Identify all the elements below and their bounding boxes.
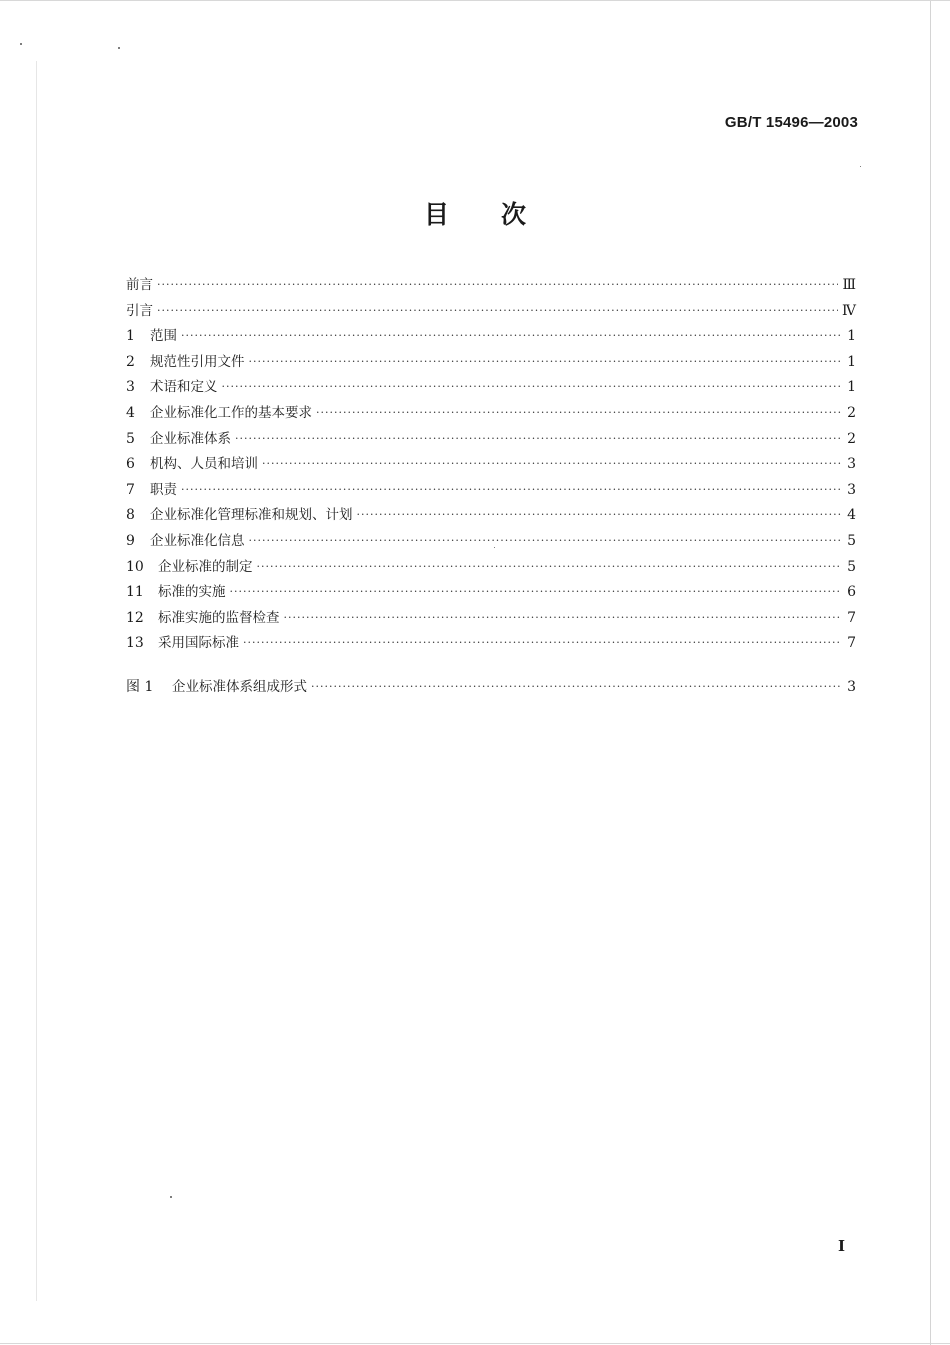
toc-entry-number: 6 xyxy=(126,456,135,473)
scan-edge-left xyxy=(36,61,37,1301)
toc-entry-page: 5 xyxy=(847,558,856,575)
toc-leader-dots xyxy=(284,605,843,631)
title-char-1: 目 xyxy=(423,200,449,229)
toc-entry-label: 企业标准化信息 xyxy=(150,532,245,549)
toc-entry-page: 7 xyxy=(847,609,856,626)
toc-entry-3[interactable] xyxy=(126,375,856,401)
toc-leader-dots xyxy=(181,323,842,349)
toc-entry-label: 职责 xyxy=(150,481,177,498)
toc-entry-number: 12 xyxy=(126,609,144,626)
toc-entry-number: 2 xyxy=(126,353,135,370)
toc-entry-page: Ⅳ xyxy=(842,302,856,319)
toc-entry-label: 前言 xyxy=(126,277,153,293)
toc-leader-dots xyxy=(316,400,842,426)
toc-entry-1[interactable] xyxy=(126,324,856,350)
toc-entry-page: 4 xyxy=(847,507,856,524)
toc-entry-figure-1[interactable] xyxy=(126,675,856,701)
toc-entry-label: 企业标准的制定 xyxy=(158,558,253,575)
toc-entry-page: 3 xyxy=(847,456,856,473)
toc-figure-number: 图 1 xyxy=(126,678,154,695)
toc-entry-9[interactable] xyxy=(126,529,856,555)
toc-section-gap xyxy=(126,657,856,675)
toc-entry-12[interactable] xyxy=(126,606,856,632)
toc-entry-label: 规范性引用文件 xyxy=(150,353,245,370)
toc-leader-dots xyxy=(181,477,842,503)
toc-leader-dots xyxy=(222,374,843,400)
toc-figure-label: 企业标准体系组成形式 xyxy=(172,678,307,695)
toc-entry-number: 4 xyxy=(126,404,135,421)
toc-leader-dots xyxy=(262,451,842,477)
toc-entry-4[interactable] xyxy=(126,401,856,427)
toc-entry-label: 企业标准体系 xyxy=(150,430,231,447)
toc-entry-label: 标准的实施 xyxy=(158,584,226,601)
toc-entry-number: 10 xyxy=(126,558,144,575)
scan-speck xyxy=(860,166,861,167)
toc-entry-page: 2 xyxy=(847,430,856,447)
toc-entry-number: 5 xyxy=(126,430,135,447)
toc-entry-number: 11 xyxy=(126,584,144,601)
toc-entry-5[interactable] xyxy=(126,427,856,453)
toc-entry-label: 标准实施的监督检查 xyxy=(158,609,280,626)
toc-entry-page: 1 xyxy=(847,353,856,370)
page-title xyxy=(0,195,950,231)
toc-entry-13[interactable] xyxy=(126,631,856,657)
toc-entry-page: 1 xyxy=(847,379,856,396)
toc-entry-label: 企业标准化管理标准和规划、计划 xyxy=(150,507,353,524)
toc-entry-11[interactable] xyxy=(126,580,856,606)
toc-leader-dots xyxy=(311,674,842,700)
toc-entry-page: 5 xyxy=(847,532,856,549)
page-number: I xyxy=(838,1237,846,1255)
toc-leader-dots xyxy=(249,528,843,554)
scan-speck xyxy=(494,547,495,548)
toc-entry-page: 3 xyxy=(847,481,856,498)
table-of-contents xyxy=(126,273,856,701)
toc-entry-label: 引言 xyxy=(126,302,153,319)
toc-leader-dots xyxy=(249,349,843,375)
toc-leader-dots xyxy=(357,502,843,528)
toc-entry-label: 企业标准化工作的基本要求 xyxy=(150,404,312,421)
toc-entry-number: 3 xyxy=(126,379,135,396)
toc-entry-label: 范围 xyxy=(150,328,177,345)
toc-entry-preface[interactable] xyxy=(126,273,856,299)
toc-entry-page: 6 xyxy=(847,584,856,601)
toc-leader-dots xyxy=(243,630,842,656)
toc-leader-dots xyxy=(257,554,843,580)
toc-entry-page: Ⅲ xyxy=(842,277,856,293)
toc-leader-dots xyxy=(230,579,843,605)
toc-entry-label: 术语和定义 xyxy=(150,379,218,396)
toc-leader-dots xyxy=(157,298,838,324)
toc-leader-dots xyxy=(235,426,842,452)
toc-entry-8[interactable] xyxy=(126,503,856,529)
toc-entry-2[interactable] xyxy=(126,350,856,376)
toc-entry-number: 9 xyxy=(126,532,135,549)
toc-figure-page: 3 xyxy=(847,678,856,695)
toc-entry-page: 7 xyxy=(847,635,856,652)
toc-entry-page: 1 xyxy=(847,328,856,345)
toc-entry-number: 8 xyxy=(126,507,135,524)
toc-entry-7[interactable] xyxy=(126,478,856,504)
toc-entry-6[interactable] xyxy=(126,452,856,478)
toc-entry-number: 13 xyxy=(126,635,144,652)
toc-leader-dots xyxy=(157,272,838,298)
toc-entry-introduction[interactable] xyxy=(126,299,856,325)
toc-entry-number: 1 xyxy=(126,328,135,345)
scan-speck xyxy=(118,47,120,49)
toc-entry-number: 7 xyxy=(126,481,135,498)
scan-speck xyxy=(170,1196,172,1198)
title-char-2: 次 xyxy=(501,200,527,229)
scan-speck xyxy=(20,43,22,45)
toc-entry-label: 机构、人员和培训 xyxy=(150,456,258,473)
toc-entry-page: 2 xyxy=(847,404,856,421)
standard-code: GB/T 15496—2003 xyxy=(724,114,858,131)
toc-entry-label: 采用国际标准 xyxy=(158,635,239,652)
toc-entry-10[interactable] xyxy=(126,555,856,581)
